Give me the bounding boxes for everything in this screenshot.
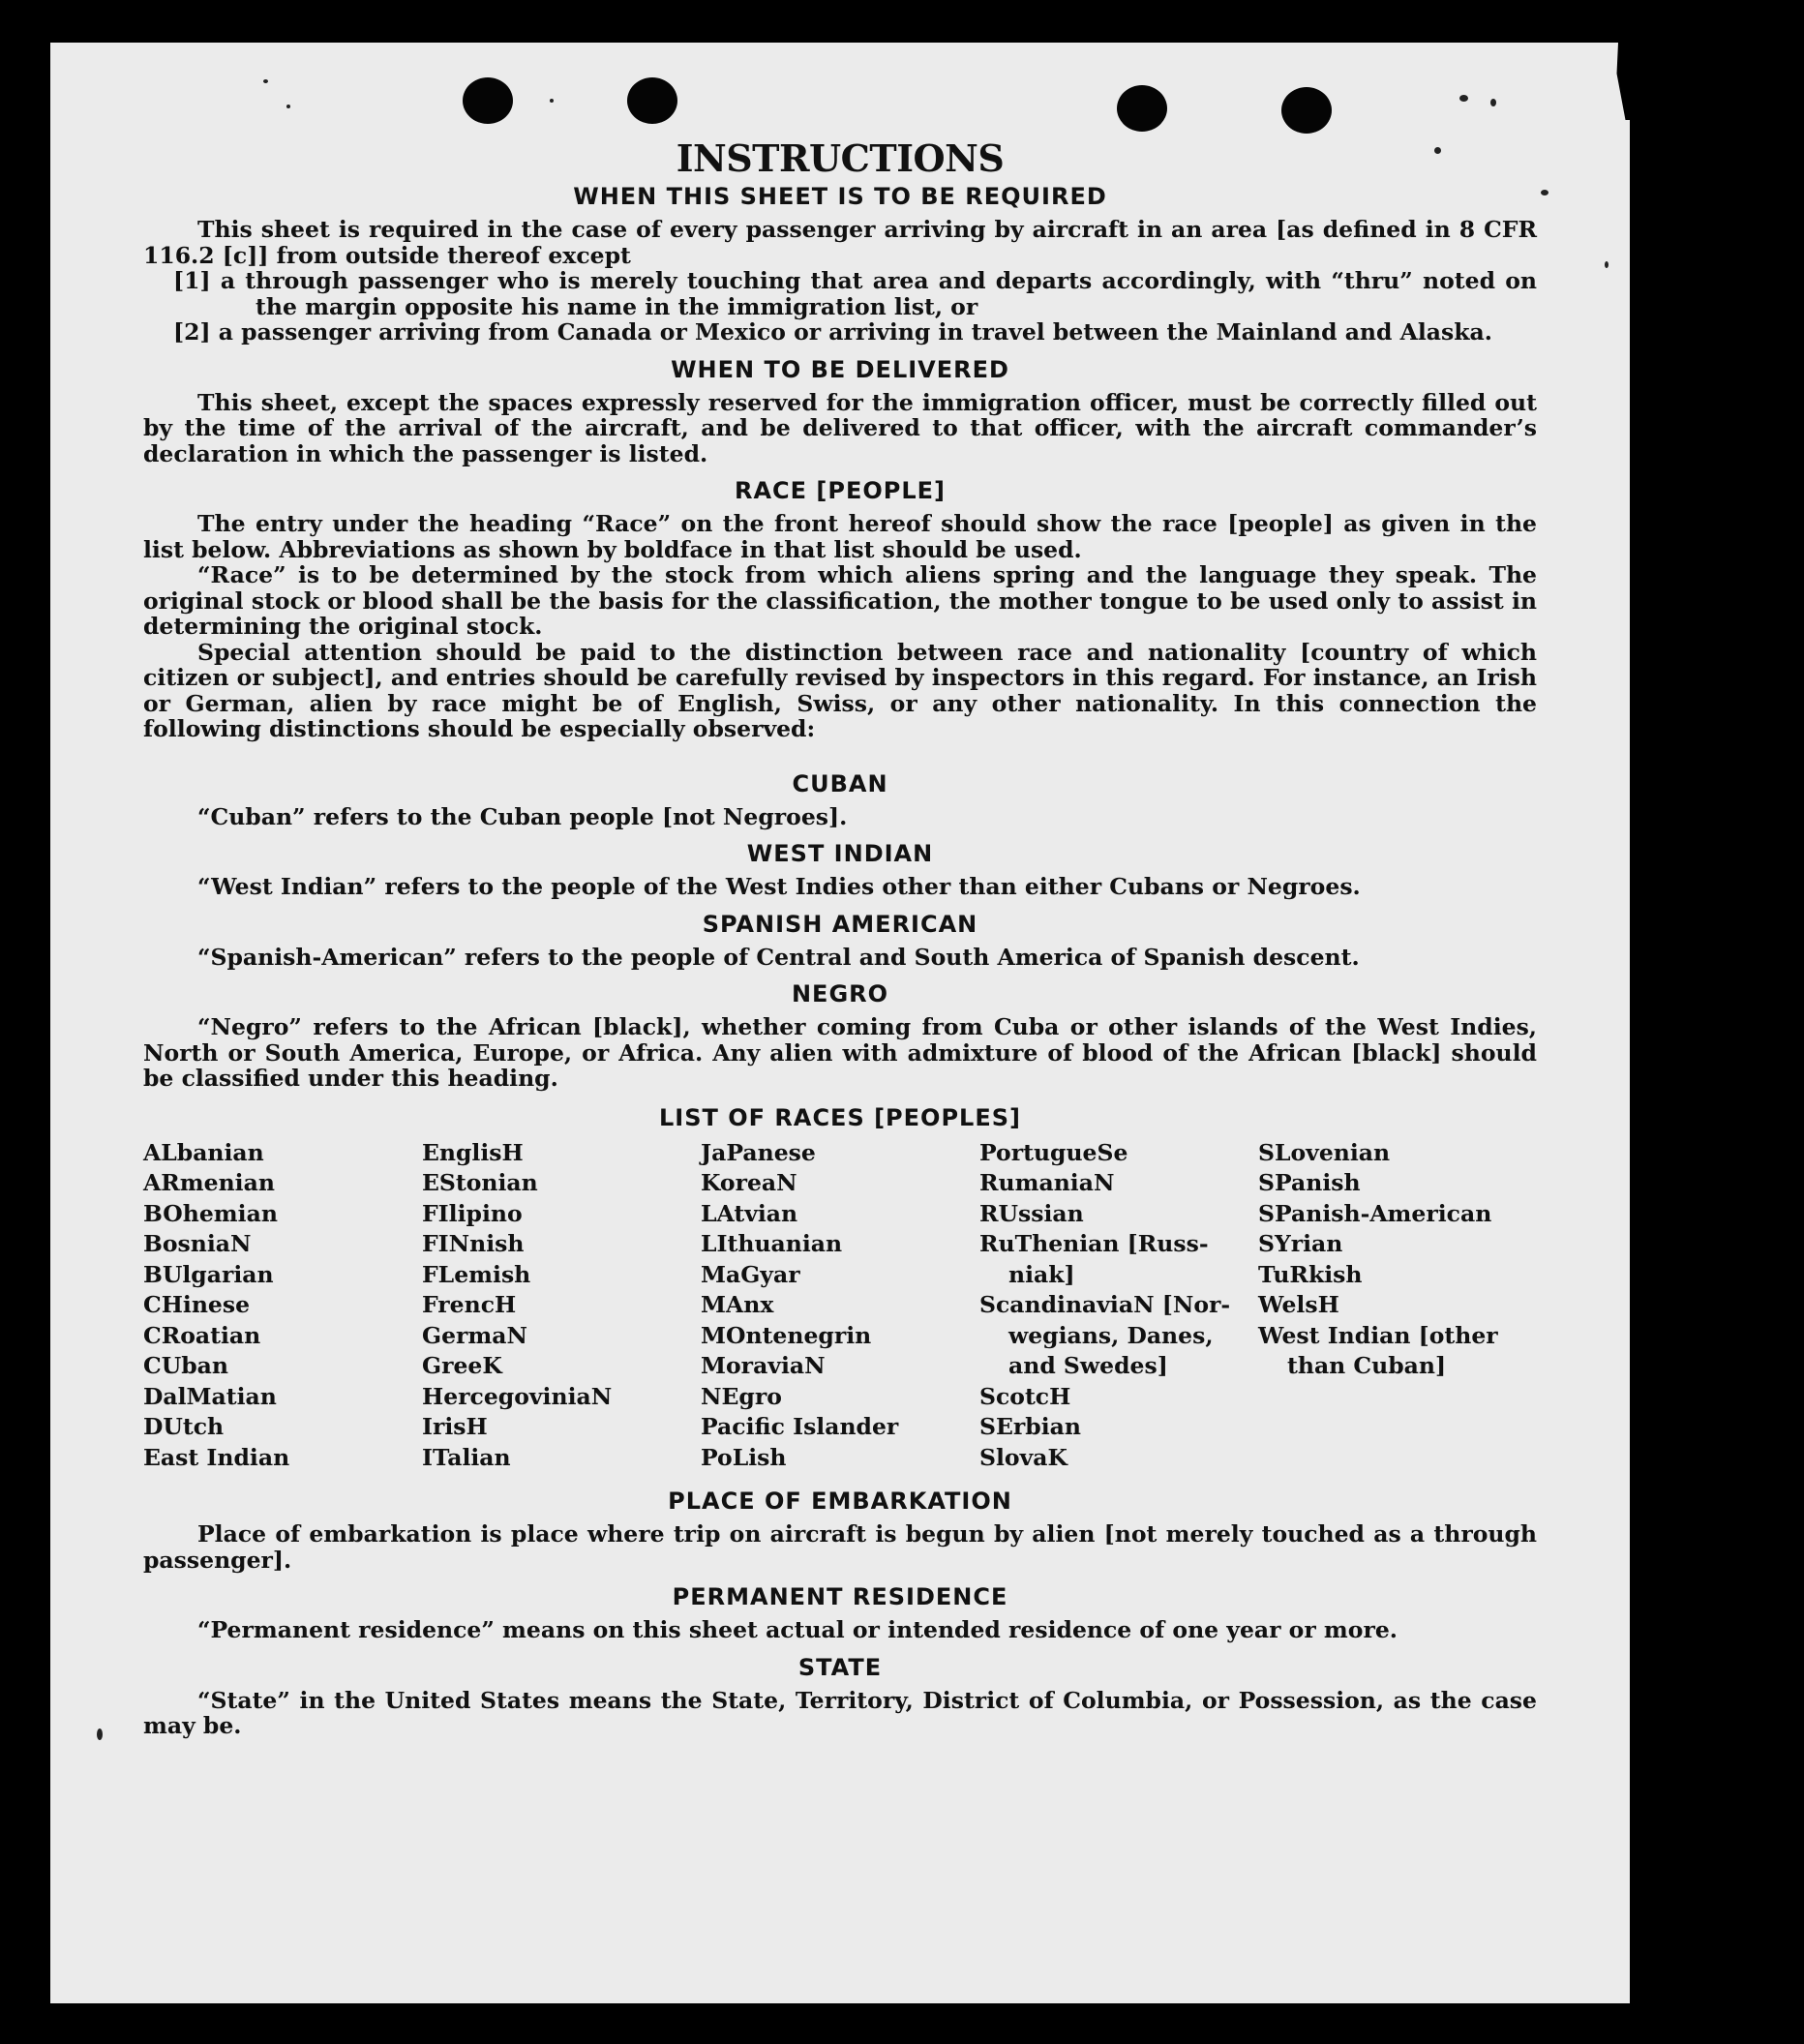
races-column-4 [979, 1138, 1258, 1474]
punch-hole-4 [1281, 87, 1332, 134]
heading-race: RACE [PEOPLE] [734, 477, 947, 504]
race-entry: SErbian [979, 1413, 1081, 1440]
race-entry: ARmenian [143, 1169, 275, 1196]
race-entry: CHinese [143, 1291, 251, 1318]
race-entry: MAnx [701, 1291, 774, 1318]
race-entry: FIlipino [422, 1199, 523, 1227]
race-entry: GermaN [422, 1321, 527, 1349]
race-entry: MoraviaN [701, 1352, 826, 1379]
race-entry: MaGyar [701, 1260, 800, 1288]
punch-hole-3 [1117, 85, 1167, 132]
race-entry: MOntenegrin [701, 1321, 872, 1349]
race-entry: West Indian [other [1258, 1321, 1498, 1349]
residence-text: “Permanent residence” means on this sheet actual or intended residence of one year or more. [197, 1616, 1398, 1643]
speck [97, 1728, 103, 1740]
race-entry: PoLish [701, 1443, 787, 1471]
race-entry: ScotcH [979, 1382, 1071, 1410]
race-entry: KoreaN [701, 1169, 797, 1196]
race-entry: FrencH [422, 1291, 517, 1318]
race-entry: BUlgarian [143, 1260, 274, 1288]
race-entry-continued: niak] [1008, 1260, 1075, 1288]
races-column-3 [701, 1138, 979, 1474]
race-entry: JaPanese [701, 1138, 816, 1166]
race-entry: ALbanian [143, 1138, 264, 1166]
race-entry: CRoatian [143, 1321, 261, 1349]
heading-when-required: WHEN THIS SHEET IS TO BE REQUIRED [573, 183, 1107, 210]
when-delivered-text: This sheet, except the spaces expressly reserved for the immigration officer, must be correctly filled out by the time of the arrival of the aircraft, and be delivered to that officer, with the aircraft commander’s declaration in which the passenger is listed. [143, 388, 1537, 467]
race-entry: RumaniaN [979, 1169, 1115, 1196]
race-entry: RuThenian [Russ- [979, 1230, 1209, 1257]
document-page [50, 43, 1630, 2003]
races-column-1 [143, 1138, 422, 1474]
west-indian-text: “West Indian” refers to the people of the West Indies other than either Cubans or Negroes. [197, 873, 1361, 900]
heading-residence: PERMANENT RESIDENCE [672, 1583, 1008, 1610]
heading-when-delivered: WHEN TO BE DELIVERED [671, 355, 1009, 383]
speck [1490, 99, 1496, 106]
race-entry: LAtvian [701, 1199, 798, 1227]
negro-text: “Negro” refers to the African [black], whether coming from Cuba or other islands of the West Indies, North or South America, Europe, or Africa. Any alien with admixture of blood of the African [black] should be classified under this heading. [143, 1013, 1537, 1092]
speck [286, 105, 290, 108]
race-entry-continued: and Swedes] [1008, 1352, 1168, 1379]
race-entry: DUtch [143, 1413, 225, 1440]
race-entry: PortugueSe [979, 1138, 1128, 1166]
heading-spanish-american: SPANISH AMERICAN [702, 910, 978, 938]
heading-embarkation: PLACE OF EMBARKATION [668, 1488, 1012, 1515]
race-entry: NEgro [701, 1382, 782, 1410]
speck [1541, 190, 1548, 195]
races-list [143, 1138, 1537, 1474]
speck [263, 79, 268, 83]
race-entry: WelsH [1258, 1291, 1339, 1318]
race-paragraph-3: Special attention should be paid to the distinction between race and nationality [country of which citizen or subject], and entries should be carefully revised by inspectors in this regard. For instance, an Irish or German, alien by race might be of English, Swiss, or any other nationality. In this connection the following distinctions should be especially observed: [143, 638, 1537, 742]
heading-list-of-races: LIST OF RACES [PEOPLES] [659, 1103, 1021, 1131]
race-entry: TuRkish [1258, 1260, 1363, 1288]
race-entry: RUssian [979, 1199, 1084, 1227]
race-entry: EStonian [422, 1169, 538, 1196]
embarkation-text: Place of embarkation is place where trip on aircraft is begun by alien [not merely touched as a through passenger]. [143, 1520, 1537, 1574]
races-column-5 [1258, 1138, 1537, 1474]
race-entry: East Indian [143, 1443, 290, 1471]
races-column-2 [422, 1138, 701, 1474]
punch-hole-1 [463, 77, 513, 124]
race-entry-continued: wegians, Danes, [1008, 1321, 1214, 1349]
state-text: “State” in the United States means the State, Territory, District of Columbia, or Possession, as the case may be. [143, 1686, 1537, 1739]
when-required-item-2: [2] a passenger arriving from Canada or Mexico or arriving in travel between the Mainland and Alaska. [173, 318, 1492, 346]
page-title: INSTRUCTIONS [676, 136, 1005, 180]
race-entry: CUban [143, 1352, 228, 1379]
punch-hole-2 [627, 77, 677, 124]
race-entry: ITalian [422, 1443, 511, 1471]
race-entry: HercegoviniaN [422, 1382, 613, 1410]
when-required-intro: This sheet is required in the case of every passenger arriving by aircraft in an area [as defined in 8 CFR 116.2 [c]] from outside thereof except [143, 216, 1537, 269]
heading-state: STATE [797, 1653, 883, 1681]
speck [550, 99, 554, 103]
instructions-document [143, 137, 1537, 1739]
race-entry: DalMatian [143, 1382, 277, 1410]
race-entry: LIthuanian [701, 1230, 843, 1257]
race-entry: SlovaK [979, 1443, 1067, 1471]
race-entry: BOhemian [143, 1199, 278, 1227]
race-paragraph-1: The entry under the heading “Race” on the front hereof should show the race [people] as given in the list below. Abbreviations as shown by boldface in that list should be used. [143, 510, 1537, 563]
heading-west-indian: WEST INDIAN [746, 840, 934, 867]
heading-negro: NEGRO [791, 980, 889, 1007]
race-paragraph-2: “Race” is to be determined by the stock from which aliens spring and the language they speak. The original stock or blood shall be the basis for the classification, the mother tongue to be used only to assist in determining the original stock. [143, 561, 1537, 640]
when-required-item-1: [1] a through passenger who is merely touching that area and departs accordingly, with “thru” noted on the margin opposite his name in the immigration list, or [173, 267, 1537, 320]
race-entry-continued: than Cuban] [1287, 1352, 1447, 1379]
speck [1459, 95, 1468, 102]
race-entry: FINnish [422, 1230, 525, 1257]
race-entry: GreeK [422, 1352, 502, 1379]
spanish-american-text: “Spanish-American” refers to the people of Central and South America of Spanish descent. [197, 943, 1360, 971]
race-entry: Pacific Islander [701, 1413, 899, 1440]
torn-corner [1601, 43, 1630, 120]
race-entry: SPanish-American [1258, 1199, 1492, 1227]
race-entry: FLemish [422, 1260, 531, 1288]
race-entry: SPanish [1258, 1169, 1361, 1196]
heading-cuban: CUBAN [792, 769, 888, 797]
race-entry: SLovenian [1258, 1138, 1391, 1166]
race-entry: EnglisH [422, 1138, 524, 1166]
cuban-text: “Cuban” refers to the Cuban people [not Negroes]. [197, 802, 848, 830]
race-entry: ScandinaviaN [Nor- [979, 1291, 1231, 1318]
race-entry: SYrian [1258, 1230, 1343, 1257]
race-entry: IrisH [422, 1413, 488, 1440]
speck [1605, 261, 1609, 268]
race-entry: BosniaN [143, 1230, 252, 1257]
